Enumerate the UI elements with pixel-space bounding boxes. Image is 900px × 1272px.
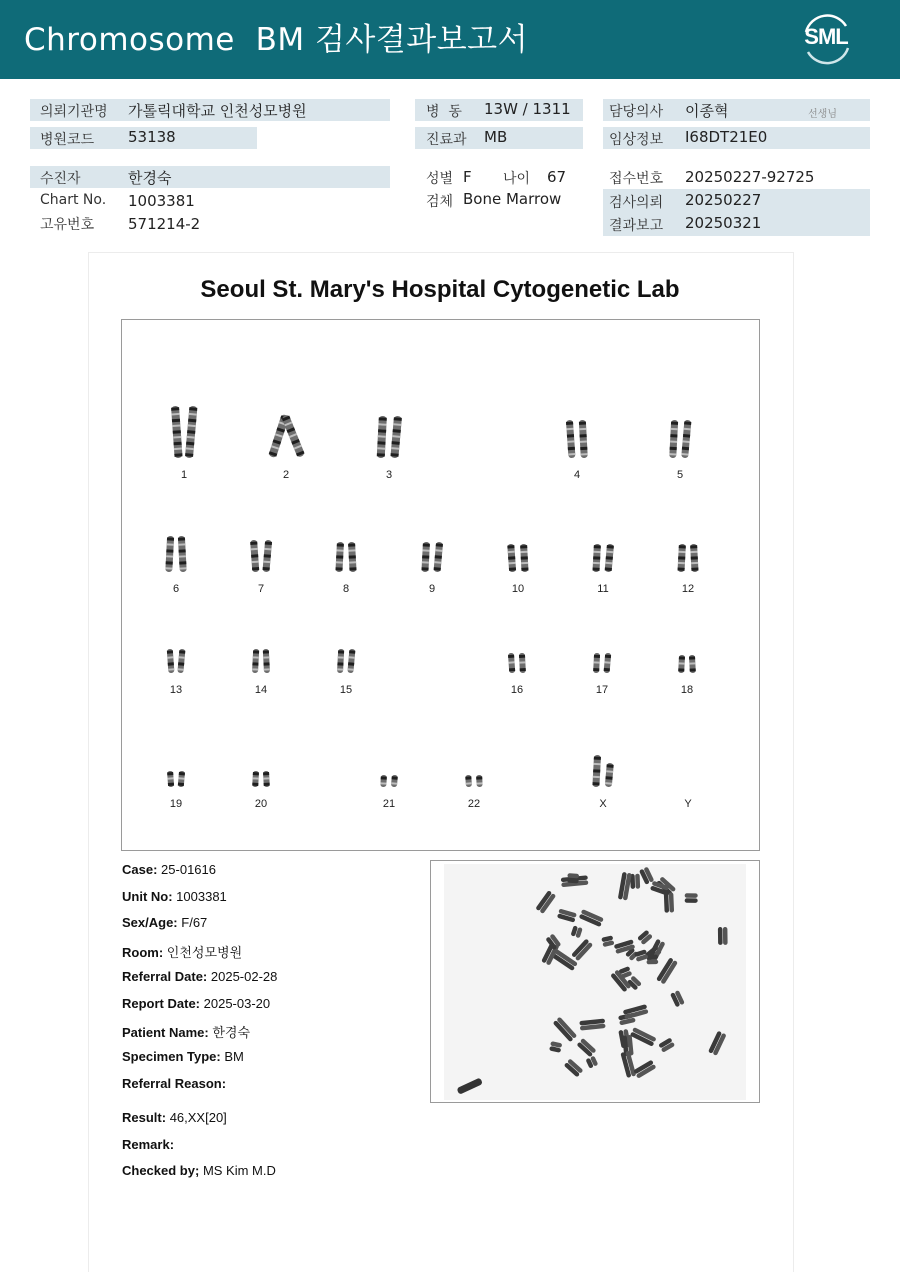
metaphase-chromosome bbox=[576, 1038, 596, 1058]
metaphase-chromosome bbox=[557, 908, 577, 922]
lab-title: Seoul St. Mary's Hospital Cytogenetic Lab bbox=[200, 276, 680, 303]
chromosome-4 bbox=[566, 420, 576, 458]
age-label: 나이 bbox=[503, 171, 531, 187]
metaphase-chromosome bbox=[601, 935, 614, 947]
chromosome-13 bbox=[167, 649, 175, 673]
chart-no-value: 1003381 bbox=[128, 192, 195, 210]
referral-date-label: Referral Date: bbox=[122, 969, 208, 984]
sex-value: F bbox=[463, 168, 472, 186]
chromosome-label-7: 7 bbox=[257, 583, 265, 595]
result-report-label: 결과보고 bbox=[609, 218, 664, 234]
case-value: 25-01616 bbox=[161, 862, 216, 877]
result-label: Result: bbox=[122, 1110, 167, 1125]
chromosome-label-2: 2 bbox=[282, 469, 290, 481]
unique-no-label: 고유번호 bbox=[40, 217, 95, 233]
test-request-value: 20250227 bbox=[685, 191, 762, 209]
receipt-no-label: 접수번호 bbox=[609, 171, 664, 187]
metaphase-chromosome bbox=[585, 1056, 598, 1069]
chromosome-18 bbox=[678, 655, 685, 673]
chromosome-6 bbox=[165, 536, 174, 572]
chromosome-14 bbox=[263, 649, 270, 673]
chromosome-22 bbox=[476, 775, 483, 787]
metaphase-chromosome bbox=[630, 1027, 657, 1047]
chromosome-1 bbox=[185, 406, 198, 458]
chromosome-12 bbox=[690, 544, 698, 572]
chromosome-5 bbox=[669, 420, 678, 458]
metaphase-chromosome bbox=[620, 1051, 636, 1078]
chromosome-10 bbox=[520, 544, 528, 572]
chromosome-3 bbox=[390, 416, 402, 459]
chromosome-label-18: 18 bbox=[680, 684, 694, 696]
chromosome-label-5: 5 bbox=[676, 469, 684, 481]
chromosome-label-1: 1 bbox=[180, 469, 188, 481]
chromosome-4 bbox=[579, 420, 588, 458]
test-request-label: 검사의뢰 bbox=[609, 195, 664, 211]
result-row bbox=[122, 1110, 227, 1125]
metaphase-chromosome bbox=[571, 925, 583, 938]
chromosome-X bbox=[592, 755, 601, 787]
chromosome-label-6: 6 bbox=[172, 583, 180, 595]
metaphase-chromosome bbox=[579, 909, 604, 927]
metaphase-chromosome bbox=[685, 893, 698, 903]
room-value: 인천성모병원 bbox=[166, 945, 243, 960]
referral-date-row bbox=[122, 969, 277, 984]
chromosome-22 bbox=[465, 775, 472, 787]
chromosome-label-22: 22 bbox=[467, 798, 481, 810]
age-value: 67 bbox=[547, 168, 567, 186]
case-row bbox=[122, 862, 216, 877]
chromosome-7 bbox=[262, 540, 272, 572]
metaphase-chromosome bbox=[618, 872, 632, 901]
sex-age-label: Sex/Age: bbox=[122, 915, 178, 930]
chromosome-18 bbox=[689, 655, 696, 673]
specimen-label: 검체 bbox=[426, 194, 454, 210]
case-label: Case: bbox=[122, 862, 158, 877]
chromosome-label-3: 3 bbox=[385, 469, 393, 481]
unit-no-row bbox=[122, 889, 227, 904]
chromosome-17 bbox=[604, 653, 612, 673]
chromosome-7 bbox=[250, 540, 259, 572]
department-label: 진료과 bbox=[426, 132, 467, 148]
patient-name-value: 한경숙 bbox=[212, 1025, 251, 1040]
clinical-info-value: I68DT21E0 bbox=[685, 128, 768, 146]
ward-value: 13W / 1311 bbox=[484, 100, 571, 118]
report-date-label: Report Date: bbox=[122, 996, 201, 1011]
chromosome-label-8: 8 bbox=[342, 583, 350, 595]
sex-age-value: F/67 bbox=[181, 915, 208, 930]
chromosome-label-9: 9 bbox=[428, 583, 436, 595]
chromosome-20 bbox=[252, 771, 259, 787]
metaphase-chromosome bbox=[656, 957, 678, 984]
report-title: Chromosome BM 검사결과보고서 bbox=[24, 22, 529, 58]
result-value: 46,XX[20] bbox=[169, 1110, 227, 1125]
metaphase-chromosome bbox=[564, 1058, 584, 1077]
patient-name-label: Patient Name: bbox=[122, 1025, 209, 1040]
metaphase-image bbox=[431, 861, 759, 1102]
institution-value: 가톨릭대학교 인천성모병원 bbox=[128, 102, 307, 120]
chromosome-label-10: 10 bbox=[511, 583, 525, 595]
metaphase-chromosome bbox=[571, 938, 593, 961]
doctor-label: 담당의사 bbox=[609, 104, 664, 120]
receipt-no-value: 20250227-92725 bbox=[685, 168, 815, 186]
unique-no-value: 571214-2 bbox=[128, 215, 201, 233]
clinical-info-label: 임상정보 bbox=[609, 132, 664, 148]
checked-by-label: Checked by; bbox=[122, 1163, 200, 1178]
chromosome-6 bbox=[178, 536, 187, 572]
chromosome-19 bbox=[178, 771, 185, 787]
metaphase-chromosome bbox=[545, 933, 561, 950]
metaphase-chromosome bbox=[718, 927, 728, 945]
chromosome-11 bbox=[592, 544, 600, 572]
chromosome-label-17: 17 bbox=[595, 684, 609, 696]
hospital-code-label: 병원코드 bbox=[40, 132, 95, 148]
metaphase-chromosome bbox=[623, 1004, 649, 1020]
chromosome-19 bbox=[167, 771, 174, 787]
metaphase-panel bbox=[430, 860, 760, 1103]
chromosome-label-19: 19 bbox=[169, 798, 183, 810]
chromosome-21 bbox=[380, 775, 387, 787]
metaphase-chromosome bbox=[639, 867, 654, 885]
department-value: MB bbox=[484, 128, 508, 146]
chromosome-8 bbox=[348, 542, 357, 572]
chromosome-16 bbox=[519, 653, 526, 673]
chromosome-label-21: 21 bbox=[382, 798, 396, 810]
chromosome-16 bbox=[508, 653, 515, 673]
metaphase-chromosome bbox=[670, 990, 685, 1007]
patient-label: 수진자 bbox=[40, 171, 81, 187]
chromosome-9 bbox=[434, 542, 444, 572]
specimen-type-value: BM bbox=[224, 1049, 244, 1064]
report-date-row bbox=[122, 996, 270, 1011]
report-header bbox=[0, 0, 900, 79]
referral-reason-row bbox=[122, 1076, 226, 1091]
chromosome-20 bbox=[263, 771, 270, 787]
unit-no-label: Unit No: bbox=[122, 889, 173, 904]
checked-by-row bbox=[122, 1163, 276, 1178]
institution-label: 의뢰기관명 bbox=[40, 104, 108, 120]
ward-label: 병 동 bbox=[426, 104, 462, 120]
chromosome-13 bbox=[177, 649, 185, 673]
metaphase-chromosome bbox=[633, 1060, 656, 1079]
chromosome-21 bbox=[391, 775, 398, 787]
chromosome-label-11: 11 bbox=[597, 583, 609, 595]
metaphase-chromosome bbox=[637, 930, 653, 946]
chromosome-1 bbox=[171, 406, 183, 458]
chromosome-15 bbox=[337, 649, 344, 673]
doctor-value: 이종혁 bbox=[685, 102, 729, 120]
sml-logo bbox=[798, 12, 854, 66]
chromosome-label-13: 13 bbox=[169, 684, 183, 696]
chromosome-label-12: 12 bbox=[681, 583, 695, 595]
chromosome-label-Y: Y bbox=[684, 798, 692, 810]
referral-reason-label: Referral Reason: bbox=[122, 1076, 227, 1091]
specimen-type-row bbox=[122, 1049, 244, 1064]
chromosome-15 bbox=[347, 649, 355, 673]
room-row bbox=[122, 942, 242, 961]
specimen-type-label: Specimen Type: bbox=[122, 1049, 221, 1064]
chromosome-3 bbox=[377, 416, 387, 458]
chromosome-label-14: 14 bbox=[254, 684, 268, 696]
hospital-code-value: 53138 bbox=[128, 128, 176, 146]
chromosome-8 bbox=[335, 542, 344, 572]
metaphase-chromosome bbox=[664, 892, 674, 912]
metaphase-chromosome bbox=[630, 874, 640, 889]
metaphase-chromosome bbox=[456, 1077, 483, 1094]
chromosome-17 bbox=[593, 653, 600, 673]
chromosome-label-15: 15 bbox=[339, 684, 353, 696]
chromosome-2 bbox=[281, 414, 305, 458]
chromosome-10 bbox=[507, 544, 516, 572]
doctor-honorific: 선생님 bbox=[808, 109, 837, 120]
referral-date-value: 2025-02-28 bbox=[210, 969, 278, 984]
report-date-value: 2025-03-20 bbox=[203, 996, 271, 1011]
patient-name-row bbox=[122, 1022, 250, 1041]
chromosome-label-X: X bbox=[599, 798, 607, 810]
metaphase-chromosome bbox=[708, 1031, 727, 1056]
metaphase-chromosome bbox=[634, 949, 649, 962]
chart-no-label: Chart No. bbox=[40, 192, 107, 208]
patient-field bbox=[30, 166, 390, 188]
remark-row bbox=[122, 1137, 174, 1152]
metaphase-chromosome bbox=[553, 1017, 578, 1043]
chromosome-9 bbox=[421, 542, 430, 572]
specimen-value: Bone Marrow bbox=[463, 190, 562, 208]
chromosome-11 bbox=[605, 544, 614, 573]
sex-age-row bbox=[122, 915, 207, 930]
chromosome-14 bbox=[252, 649, 259, 673]
metaphase-chromosome bbox=[535, 890, 556, 914]
chromosome-5 bbox=[681, 420, 691, 458]
room-label: Room: bbox=[122, 945, 164, 960]
karyogram-panel bbox=[121, 319, 760, 851]
metaphase-chromosome bbox=[627, 975, 642, 990]
sex-label: 성별 bbox=[426, 171, 454, 187]
patient-name-value: 한경숙 bbox=[128, 169, 172, 187]
chromosome-label-16: 16 bbox=[510, 684, 524, 696]
checked-by-value: MS Kim M.D bbox=[202, 1163, 276, 1178]
chromosome-X bbox=[605, 763, 614, 788]
metaphase-chromosome bbox=[658, 1037, 675, 1052]
remark-label: Remark: bbox=[122, 1137, 175, 1152]
result-report-value: 20250321 bbox=[685, 214, 762, 232]
metaphase-chromosome bbox=[549, 1041, 562, 1053]
chromosome-label-4: 4 bbox=[573, 469, 581, 481]
unit-no-value: 1003381 bbox=[176, 889, 227, 904]
chromosome-label-20: 20 bbox=[254, 798, 268, 810]
chromosome-12 bbox=[677, 544, 685, 572]
metaphase-chromosome bbox=[579, 1019, 605, 1031]
logo-text: SML bbox=[804, 24, 848, 49]
